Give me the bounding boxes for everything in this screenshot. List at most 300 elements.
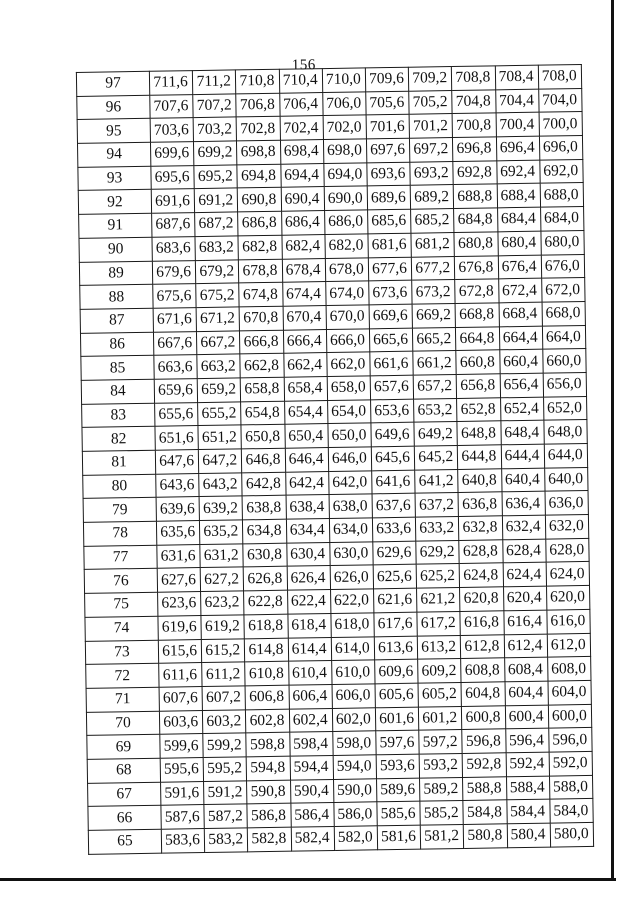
value-cell: 636,0 — [545, 491, 589, 515]
value-cell: 664,8 — [456, 326, 500, 350]
value-cell: 618,4 — [287, 613, 331, 637]
value-cell: 643,2 — [199, 473, 243, 497]
value-cell: 671,6 — [153, 307, 197, 331]
row-index-cell: 71 — [86, 687, 159, 712]
value-cell: 657,6 — [370, 375, 414, 399]
value-cell: 614,4 — [288, 637, 332, 661]
value-cell: 631,6 — [157, 544, 201, 568]
value-cell: 617,6 — [374, 612, 418, 636]
row-index-cell: 91 — [79, 213, 152, 238]
value-cell: 618,0 — [331, 613, 375, 637]
value-cell: 682,8 — [238, 235, 282, 259]
value-cell: 676,0 — [541, 254, 585, 278]
value-cell: 698,0 — [323, 139, 367, 163]
value-cell: 590,8 — [247, 780, 291, 804]
value-cell: 705,6 — [366, 91, 410, 115]
value-cell: 652,0 — [543, 396, 587, 420]
value-cell: 628,4 — [502, 539, 546, 563]
value-cell: 623,6 — [158, 592, 202, 616]
value-cell: 632,4 — [502, 515, 546, 539]
value-cell: 624,8 — [459, 563, 503, 587]
value-cell: 614,8 — [245, 638, 289, 662]
row-index-cell: 95 — [77, 119, 150, 144]
value-cell: 710,0 — [322, 68, 366, 92]
value-cell: 675,6 — [153, 284, 197, 308]
value-cell: 666,0 — [326, 328, 370, 352]
value-cell: 620,0 — [546, 586, 590, 610]
row-index-cell: 70 — [86, 711, 159, 736]
value-cell: 580,8 — [464, 824, 508, 848]
value-cell: 659,2 — [197, 378, 241, 402]
value-cell: 699,6 — [150, 142, 194, 166]
value-cell: 613,6 — [374, 636, 418, 660]
value-cell: 635,6 — [156, 521, 200, 545]
value-cell: 667,2 — [197, 330, 241, 354]
value-cell: 605,6 — [375, 683, 419, 707]
value-cell: 618,8 — [244, 614, 288, 638]
value-cell: 676,8 — [455, 255, 499, 279]
value-cell: 608,8 — [461, 658, 505, 682]
value-cell: 702,4 — [280, 116, 324, 140]
value-cell: 653,2 — [414, 398, 458, 422]
value-cell: 587,6 — [161, 805, 205, 829]
value-cell: 604,8 — [461, 682, 505, 706]
value-cell: 680,4 — [497, 231, 541, 255]
value-cell: 684,0 — [540, 207, 584, 231]
value-cell: 619,6 — [158, 615, 202, 639]
value-cell: 666,8 — [240, 330, 284, 354]
row-index-cell: 92 — [78, 190, 151, 215]
row-index-cell: 97 — [76, 71, 149, 96]
value-cell: 700,4 — [496, 113, 540, 137]
value-cell: 707,6 — [150, 94, 194, 118]
value-cell: 697,6 — [366, 138, 410, 162]
value-cell: 607,6 — [159, 686, 203, 710]
value-cell: 587,2 — [204, 804, 248, 828]
value-cell: 670,4 — [283, 305, 327, 329]
value-cell: 704,4 — [495, 89, 539, 113]
value-cell: 711,6 — [149, 71, 193, 95]
value-cell: 614,0 — [331, 636, 375, 660]
value-cell: 586,4 — [290, 803, 334, 827]
value-cell: 585,6 — [377, 801, 421, 825]
row-index-cell: 94 — [77, 142, 150, 167]
value-cell: 706,8 — [236, 93, 280, 117]
value-cell: 663,6 — [154, 355, 198, 379]
row-index-cell: 82 — [82, 427, 155, 452]
value-cell: 635,2 — [200, 520, 244, 544]
value-cell: 666,4 — [283, 329, 327, 353]
value-cell: 630,4 — [286, 542, 330, 566]
value-cell: 665,6 — [369, 328, 413, 352]
value-cell: 686,0 — [324, 210, 368, 234]
value-cell: 619,2 — [201, 615, 245, 639]
value-cell: 586,0 — [334, 802, 378, 826]
value-cell: 648,8 — [457, 421, 501, 445]
value-cell: 705,2 — [409, 90, 453, 114]
row-index-cell: 73 — [85, 640, 158, 665]
value-cell: 588,8 — [463, 776, 507, 800]
value-cell: 704,0 — [538, 88, 582, 112]
value-cell: 656,0 — [543, 372, 587, 396]
value-cell: 652,8 — [457, 397, 501, 421]
value-cell: 682,0 — [325, 234, 369, 258]
value-cell: 682,4 — [282, 234, 326, 258]
value-cell: 677,6 — [368, 257, 412, 281]
value-cell: 600,0 — [548, 704, 592, 728]
value-cell: 665,2 — [413, 327, 457, 351]
value-cell: 581,6 — [377, 825, 421, 849]
value-cell: 698,4 — [280, 140, 324, 164]
value-cell: 649,6 — [371, 422, 415, 446]
value-cell: 605,2 — [418, 682, 462, 706]
row-index-cell: 76 — [84, 569, 157, 594]
value-cell: 646,4 — [285, 448, 329, 472]
value-cell: 657,2 — [413, 374, 457, 398]
value-cell: 638,4 — [286, 495, 330, 519]
value-cell: 636,8 — [458, 492, 502, 516]
row-index-cell: 90 — [79, 237, 152, 262]
value-cell: 697,2 — [410, 138, 454, 162]
value-cell: 672,4 — [498, 278, 542, 302]
value-cell: 675,2 — [196, 283, 240, 307]
value-cell: 626,0 — [330, 565, 374, 589]
value-cell: 660,4 — [499, 349, 543, 373]
value-cell: 638,0 — [329, 494, 373, 518]
value-cell: 693,6 — [367, 162, 411, 186]
row-index-cell: 87 — [80, 308, 153, 333]
value-cell: 698,8 — [237, 140, 281, 164]
value-cell: 672,0 — [541, 278, 585, 302]
value-cell: 694,0 — [324, 163, 368, 187]
value-cell: 644,8 — [458, 445, 502, 469]
value-cell: 658,0 — [327, 376, 371, 400]
value-cell: 674,4 — [282, 282, 326, 306]
value-cell: 586,8 — [247, 803, 291, 827]
value-cell: 602,0 — [332, 707, 376, 731]
value-cell: 630,0 — [330, 542, 374, 566]
value-cell: 642,0 — [328, 471, 372, 495]
value-cell: 633,2 — [416, 517, 460, 541]
value-cell: 703,6 — [150, 118, 194, 142]
value-cell: 616,0 — [547, 609, 591, 633]
value-cell: 611,2 — [202, 662, 246, 686]
value-cell: 621,2 — [417, 588, 461, 612]
value-cell: 594,0 — [333, 755, 377, 779]
value-cell: 634,4 — [286, 519, 330, 543]
value-cell: 704,8 — [452, 90, 496, 114]
value-cell: 627,2 — [200, 567, 244, 591]
value-cell: 634,8 — [243, 519, 287, 543]
value-cell: 708,0 — [538, 65, 582, 89]
value-cell: 690,4 — [281, 187, 325, 211]
value-cell: 696,8 — [453, 137, 497, 161]
value-cell: 584,0 — [550, 799, 594, 823]
value-cell: 588,4 — [506, 776, 550, 800]
value-cell: 647,2 — [199, 449, 243, 473]
value-cell: 645,6 — [371, 446, 415, 470]
value-cell: 688,4 — [497, 184, 541, 208]
value-cell: 642,8 — [242, 472, 286, 496]
value-cell: 581,2 — [420, 824, 464, 848]
row-index-cell: 80 — [83, 474, 156, 499]
value-cell: 596,8 — [462, 729, 506, 753]
value-cell: 671,2 — [196, 307, 240, 331]
value-cell: 615,6 — [158, 639, 202, 663]
value-cell: 604,0 — [548, 680, 592, 704]
value-cell: 689,6 — [367, 186, 411, 210]
value-cell: 687,6 — [152, 213, 196, 237]
value-cell: 701,6 — [366, 115, 410, 139]
value-cell: 601,6 — [375, 707, 419, 731]
row-index-cell: 65 — [88, 829, 161, 854]
value-cell: 695,2 — [194, 165, 238, 189]
value-cell: 650,8 — [241, 425, 285, 449]
value-cell: 612,8 — [461, 634, 505, 658]
value-cell: 623,2 — [201, 591, 245, 615]
value-cell: 598,0 — [333, 731, 377, 755]
value-cell: 613,2 — [417, 635, 461, 659]
value-cell: 615,2 — [201, 638, 245, 662]
value-cell: 658,4 — [284, 376, 328, 400]
value-cell: 637,6 — [372, 494, 416, 518]
value-cell: 584,4 — [506, 799, 550, 823]
value-cell: 631,2 — [200, 544, 244, 568]
value-cell: 637,2 — [415, 493, 459, 517]
value-cell: 684,8 — [454, 208, 498, 232]
value-cell: 632,0 — [545, 515, 589, 539]
value-cell: 638,8 — [242, 496, 286, 520]
row-index-cell: 66 — [88, 806, 161, 831]
value-cell: 602,4 — [289, 708, 333, 732]
value-cell: 628,0 — [545, 538, 589, 562]
value-cell: 599,6 — [160, 734, 204, 758]
value-cell: 606,4 — [289, 684, 333, 708]
value-cell: 620,4 — [503, 586, 547, 610]
value-cell: 656,8 — [456, 374, 500, 398]
value-cell: 688,0 — [540, 183, 584, 207]
value-cell: 641,6 — [372, 470, 416, 494]
value-cell: 646,0 — [328, 447, 372, 471]
row-index-cell: 72 — [86, 663, 159, 688]
value-cell: 661,2 — [413, 351, 457, 375]
row-index-cell: 89 — [79, 261, 152, 286]
value-cell: 663,2 — [197, 354, 241, 378]
value-cell: 595,6 — [160, 757, 204, 781]
value-cell: 593,2 — [419, 753, 463, 777]
value-cell: 669,6 — [369, 304, 413, 328]
value-cell: 662,4 — [283, 353, 327, 377]
value-cell: 692,0 — [539, 159, 583, 183]
value-cell: 603,6 — [159, 710, 203, 734]
value-cell: 709,6 — [365, 67, 409, 91]
value-cell: 709,2 — [408, 67, 452, 91]
value-cell: 650,0 — [328, 423, 372, 447]
row-index-cell: 75 — [85, 592, 158, 617]
value-cell: 648,0 — [544, 420, 588, 444]
value-cell: 600,8 — [462, 705, 506, 729]
value-cell: 656,4 — [500, 373, 544, 397]
value-cell: 664,0 — [542, 325, 586, 349]
value-cell: 695,6 — [151, 165, 195, 189]
value-cell: 580,4 — [507, 823, 551, 847]
value-cell: 679,2 — [196, 259, 240, 283]
value-cell: 634,0 — [329, 518, 373, 542]
value-cell: 584,8 — [463, 800, 507, 824]
value-cell: 598,4 — [289, 732, 333, 756]
value-cell: 620,8 — [460, 587, 504, 611]
value-cell: 592,0 — [549, 751, 593, 775]
value-cell: 654,8 — [241, 401, 285, 425]
value-cell: 658,8 — [241, 377, 285, 401]
value-cell: 594,8 — [247, 756, 291, 780]
value-cell: 692,4 — [496, 160, 540, 184]
value-cell: 685,6 — [368, 209, 412, 233]
value-cell: 677,2 — [411, 256, 455, 280]
value-cell: 621,6 — [373, 588, 417, 612]
value-cell: 661,6 — [370, 351, 414, 375]
value-cell: 651,2 — [198, 425, 242, 449]
page-number: 156 — [291, 57, 316, 74]
value-cell: 696,4 — [496, 136, 540, 160]
value-cell: 591,6 — [161, 781, 205, 805]
value-cell: 655,6 — [155, 402, 199, 426]
value-cell: 691,2 — [194, 188, 238, 212]
value-cell: 589,6 — [376, 778, 420, 802]
value-cell: 662,0 — [327, 352, 371, 376]
value-cell: 690,0 — [324, 186, 368, 210]
value-cell: 678,0 — [325, 257, 369, 281]
row-index-cell: 84 — [81, 379, 154, 404]
value-cell: 582,4 — [291, 826, 335, 850]
value-cell: 687,2 — [195, 212, 239, 236]
value-cell: 639,6 — [156, 497, 200, 521]
value-cell: 679,6 — [152, 260, 196, 284]
value-cell: 647,6 — [155, 450, 199, 474]
value-cell: 681,2 — [411, 232, 455, 256]
value-cell: 678,8 — [239, 259, 283, 283]
value-cell: 668,8 — [455, 303, 499, 327]
value-cell: 667,6 — [153, 331, 197, 355]
value-cell: 689,2 — [410, 185, 454, 209]
value-cell: 649,2 — [414, 422, 458, 446]
value-cell: 669,2 — [412, 303, 456, 327]
value-cell: 612,0 — [547, 633, 591, 657]
value-cell: 660,0 — [542, 349, 586, 373]
value-cell: 652,4 — [500, 397, 544, 421]
value-cell: 593,6 — [376, 754, 420, 778]
value-cell: 643,6 — [156, 473, 200, 497]
value-cell: 582,8 — [248, 827, 292, 851]
value-cell: 626,8 — [244, 567, 288, 591]
value-cell: 696,0 — [539, 136, 583, 160]
value-cell: 684,4 — [497, 207, 541, 231]
value-cell: 606,0 — [332, 684, 376, 708]
value-cell: 664,4 — [499, 326, 543, 350]
value-cell: 683,2 — [195, 236, 239, 260]
value-cell: 640,8 — [458, 469, 502, 493]
row-index-cell: 81 — [82, 450, 155, 475]
value-cell: 636,4 — [502, 492, 546, 516]
value-cell: 592,4 — [506, 752, 550, 776]
value-cell: 702,0 — [323, 115, 367, 139]
value-cell: 650,4 — [284, 424, 328, 448]
table-body — [76, 65, 593, 855]
value-cell: 600,4 — [505, 705, 549, 729]
value-cell: 651,6 — [155, 426, 199, 450]
value-cell: 611,6 — [159, 663, 203, 687]
value-cell: 699,2 — [194, 141, 238, 165]
value-cell: 608,0 — [547, 657, 591, 681]
value-cell: 681,6 — [368, 233, 412, 257]
value-cell: 690,8 — [238, 188, 282, 212]
value-cell: 609,2 — [418, 659, 462, 683]
value-cell: 590,4 — [290, 779, 334, 803]
value-cell: 641,2 — [415, 469, 459, 493]
value-cell: 597,6 — [376, 730, 420, 754]
value-cell: 599,2 — [203, 733, 247, 757]
value-cell: 668,0 — [542, 301, 586, 325]
value-cell: 644,0 — [544, 443, 588, 467]
value-cell: 622,4 — [287, 590, 331, 614]
value-cell: 700,8 — [452, 113, 496, 137]
value-cell: 645,2 — [414, 445, 458, 469]
value-cell: 598,8 — [246, 732, 290, 756]
value-cell: 673,6 — [369, 280, 413, 304]
value-cell: 622,0 — [330, 589, 374, 613]
value-cell: 583,2 — [204, 828, 248, 852]
value-cell: 676,4 — [498, 255, 542, 279]
value-cell: 610,4 — [288, 661, 332, 685]
value-cell: 588,0 — [549, 775, 593, 799]
row-index-cell: 68 — [87, 758, 160, 783]
value-cell: 688,8 — [454, 184, 498, 208]
value-cell: 624,0 — [546, 562, 590, 586]
value-cell: 604,4 — [505, 681, 549, 705]
value-cell: 610,0 — [331, 660, 375, 684]
value-cell: 673,2 — [412, 280, 456, 304]
value-cell: 694,4 — [280, 163, 324, 187]
value-cell: 644,4 — [501, 444, 545, 468]
value-cell: 624,4 — [503, 563, 547, 587]
value-cell: 662,8 — [240, 353, 284, 377]
value-cell: 601,2 — [419, 706, 463, 730]
value-cell: 597,2 — [419, 730, 463, 754]
value-cell: 706,4 — [279, 92, 323, 116]
value-cell: 672,8 — [455, 279, 499, 303]
value-cell: 711,2 — [193, 70, 237, 94]
value-cell: 707,2 — [193, 94, 237, 118]
value-cell: 659,6 — [154, 379, 198, 403]
value-cell: 628,8 — [459, 540, 503, 564]
row-index-cell: 96 — [77, 95, 150, 120]
row-index-cell: 85 — [81, 356, 154, 381]
value-cell: 590,0 — [333, 778, 377, 802]
value-cell: 589,2 — [420, 777, 464, 801]
value-cell: 710,8 — [236, 69, 280, 93]
value-cell: 639,2 — [199, 496, 243, 520]
value-cell: 703,2 — [193, 117, 237, 141]
value-cell: 693,2 — [410, 161, 454, 185]
value-cell: 616,8 — [460, 611, 504, 635]
value-table — [76, 64, 594, 855]
value-cell: 602,8 — [246, 709, 290, 733]
value-cell: 592,8 — [462, 753, 506, 777]
value-cell: 660,8 — [456, 350, 500, 374]
value-cell: 608,4 — [504, 657, 548, 681]
value-cell: 596,4 — [505, 728, 549, 752]
value-cell: 708,4 — [495, 65, 539, 89]
